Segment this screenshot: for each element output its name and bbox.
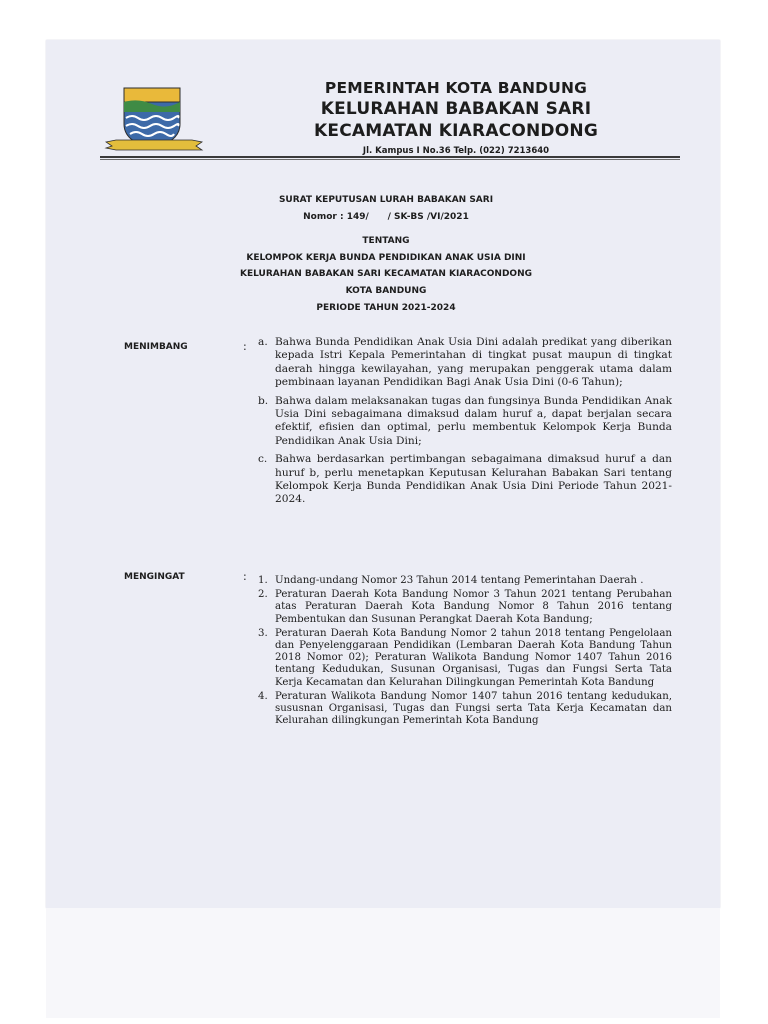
letterhead-government: PEMERINTAH KOTA BANDUNG: [324, 79, 588, 97]
letterhead-kecamatan: KECAMATAN KIARACONDONG: [314, 121, 598, 141]
decree-number: Nomor : 149/ / SK-BS /VI/2021: [303, 211, 469, 222]
item-marker: 2.: [258, 589, 268, 601]
item-marker: a.: [258, 336, 268, 348]
letterhead-rule: [100, 156, 680, 158]
list-item: [258, 395, 672, 449]
letterhead-address: Jl. Kampus I No.36 Telp. (022) 7213640: [362, 146, 550, 156]
decree-title: [106, 192, 666, 316]
subject-line-2: KELURAHAN BABAKAN SARI KECAMATAN KIARACONDONG: [239, 269, 533, 280]
letterhead-rule-thin: [100, 159, 680, 160]
item-marker: 4.: [258, 690, 268, 702]
mengingat-label: MENGINGAT: [124, 572, 185, 582]
subject-line-3: KOTA BANDUNG: [345, 285, 427, 296]
subject-period: PERIODE TAHUN 2021-2024: [316, 302, 456, 313]
item-marker: b.: [258, 394, 269, 407]
menimbang-label: MENIMBANG: [124, 342, 188, 352]
item-text: Peraturan Daerah Kota Bandung Nomor 2 tahun 2018 tentang Pengelolaan dan Penyelenggaraan Pendidikan (Lembaran Daerah Kota Bandung Tahun 2018 Nomor 02); Peraturan Walikota Bandung Nomor 1407 Tahun 2016 tentang Kedudukan, Susunan Organisasi, Tugas dan Fungsi Serta Tata Kerja Kecamatan dan Kelurahan Dilingkungan Pemerintah Kota Bandung: [275, 627, 672, 688]
menimbang-list: [258, 336, 672, 512]
letterhead: [246, 78, 666, 158]
list-item: [258, 589, 672, 626]
list-item: [258, 691, 672, 728]
mengingat-colon: :: [243, 570, 247, 583]
document-page: [46, 40, 720, 908]
page-margin-bottom: [46, 908, 720, 1018]
item-text: Peraturan Daerah Kota Bandung Nomor 3 Tahun 2021 tentang Perubahan atas Peraturan Daerah Kota Bandung Nomor 8 Tahun 2016 tentang Pembentukan dan Susunan Perangkat Daerah Kota Bandung;: [275, 589, 672, 625]
item-text: Undang-undang Nomor 23 Tahun 2014 tentang Pemerintahan Daerah .: [275, 575, 644, 586]
menimbang-colon: :: [243, 340, 247, 353]
list-item: [258, 628, 672, 689]
list-item: [258, 575, 672, 587]
mengingat-list: [258, 575, 672, 729]
item-marker: 3.: [258, 627, 268, 639]
list-item: [258, 453, 672, 507]
city-emblem-logo: [102, 84, 206, 156]
decree-name: SURAT KEPUTUSAN LURAH BABAKAN SARI: [278, 195, 494, 205]
list-item: [258, 336, 672, 390]
item-marker: c.: [258, 453, 268, 466]
item-marker: 1.: [258, 575, 268, 586]
item-text: Bahwa dalam melaksanakan tugas dan fungsinya Bunda Pendidikan Anak Usia Dini sebagaimana dimaksud dalam huruf a, dapat berjalan secara efektif, efisien dan optimal, perlu membentuk Kelompok Kerja Bunda Pendidikan Anak Usia Dini;: [275, 394, 672, 447]
item-text: Bahwa berdasarkan pertimbangan sebagaimana dimaksud huruf a dan huruf b, perlu menetapkan Keputusan Kelurahan Babakan Sari tentang Kelompok Kerja Bunda Pendidikan Anak Usia Dini Periode Tahun 2021-2024.: [275, 453, 672, 506]
item-text: Peraturan Walikota Bandung Nomor 1407 tahun 2016 tentang kedudukan, sususnan Organisasi, Tugas dan Fungsi serta Tata Kerja Kecamatan dan Kelurahan dilingkungan Pemerintah Kota Bandung: [275, 690, 672, 727]
tentang-heading: TENTANG: [362, 236, 410, 247]
subject-line-1: KELOMPOK KERJA BUNDA PENDIDIKAN ANAK USIA DINI: [246, 252, 526, 263]
letterhead-kelurahan: KELURAHAN BABAKAN SARI: [320, 99, 592, 119]
item-text: Bahwa Bunda Pendidikan Anak Usia Dini adalah predikat yang diberikan kepada Istri Kepala Pemerintahan di tingkat pusat maupun di tingkat daerah hingga kewilayahan, yang merupakan penggerak utama dalam pembinaan layanan Pendidikan Bagi Anak Usia Dini (0-6 Tahun);: [275, 336, 672, 389]
